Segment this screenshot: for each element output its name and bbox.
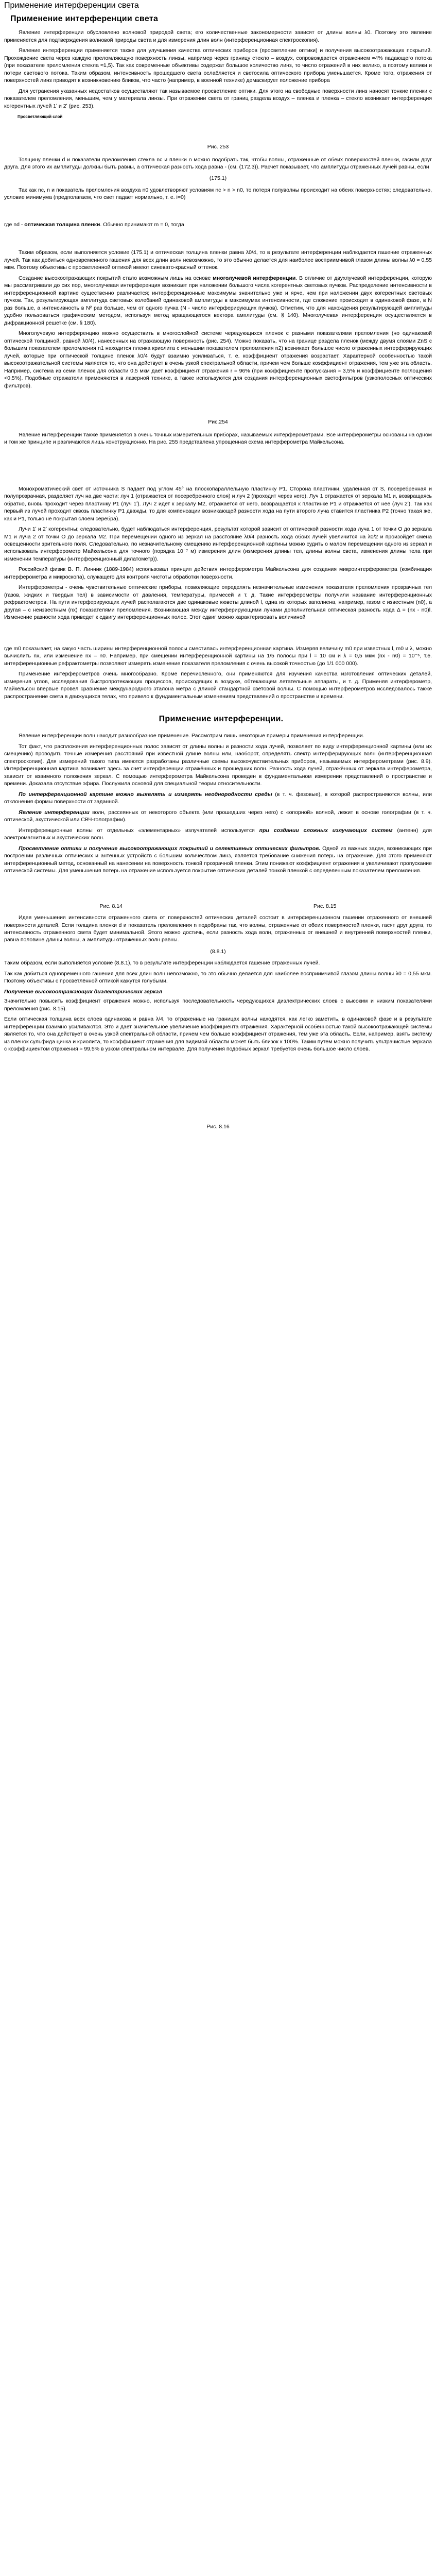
paragraph: Интерферометры - очень чувствительные оптические приборы, позволяющие определять незначительные изменения показателя преломления прозрачных тел (газов, жидких и твердых тел) в зависимости от давления, температуры, примесей и т. д. Такие интерферометры получили название интерференционных рефрактометров. На пути интерферирующих лучей располагаются две одинаковые кюветы длиной l, одна из которых заполнена, например, газом с известным (n0), а другая – с неизвестным (nx) показателями преломления. Возникающая между интерферирующими лучами дополнительная оптическая разность хода Δ = (nx - n0)l. Изменение разности хода приведет к сдвигу интерференционных полос. Этот сдвиг можно характеризовать величиной — [4, 584, 432, 621]
paragraph: Значительно повысить коэффициент отражения можно, используя последовательность чередующихся диэлектрических слоев с высоким и низким показателями преломления (рис. 8.15). — [4, 998, 432, 1012]
paragraph: Многолучевую интерференцию можно осуществить в многослойной системе чередующихся пленок с разными показателями преломления (но одинаковой оптической толщиной, равной λ0/4), нанесенных на отражающую поверхность (рис. 254). Можно показать, что на границе раздела пленок (между двумя слоями ZnS с большим показателем преломления n1 находится пленка криолита с меньшим показателем преломления n2) возникает большое число отраженных интерферирующих лучей, которые при оптической толщине пленок λ0/4 будут взаимно усиливаться, т. е. коэффициент отражения возрастает. Характерной особенностью такой высокоотражательной системы является то, что она действует в очень узкой спектральной области, причем чем больше коэффициент отражения, тем уже эта область. Например, система из семи пленок для области 0,5 мкм дает коэффициент отражения r ≈ 96% (при коэффициенте пропускания ≈ 3,5% и коэффициенте поглощения <0,5%). Подобные отражатели применяются в лазерной технике, а также используются для создания интерференционных светофильтров (узкополосных оптических фильтров). — [4, 330, 432, 389]
paragraph: Идея уменьшения интенсивности отраженного света от поверхностей оптических деталей состоит в интерференционном гашении отраженного от внешней поверхности деталей. Если толщина пленки d и показатель преломления n подобраны так, что волны, отраженные от обеих поверхностей пленки, гасят друг друга, то интенсивность отраженного света будет минимальной. Этого можно достичь, если разность хода волн, отраженных от внешней и внутренней поверхностей пленки, равна половине длины волны, а амплитуды отраженных волн равны. — [4, 914, 432, 943]
paragraph: Применение интерферометров очень многообразно. Кроме перечисленного, они применяются для изучения качества изготовления оптических деталей, измерения углов, исследования быстропротекающих процессов, происходящих в воздухе, обтекающем летательные аппараты, и т. д. Применяя интерферометр, Майкельсон впервые провел сравнение международного эталона метра с длиной стандартной световой волны. С помощью интерферометров исследовалось также распространение света в движущихся телах, что привело к фундаментальным изменениям представлений о пространстве и времени. — [4, 671, 432, 700]
paragraph: Толщину пленки d и показатели преломления стекла nс и пленки n можно подобрать так, чтобы волны, отраженные от обеих поверхностей пленки, гасили друг друга. Для этого их амплитуды должны быть равны, а оптическая разность хода равна - (см. (172.3)). Расчет показывает, что амплитуды отраженных лучей равны, если — [4, 156, 432, 170]
paragraph — [4, 809, 432, 824]
figure-image-placeholder — [4, 1056, 432, 1118]
paragraph: Явление интерференции волн находит разнообразное применение. Рассмотрим лишь некоторые примеры применения интерференции. — [19, 733, 364, 739]
text-span: Создание высокоотражающих покрытий стало возможным лишь на основе — [19, 275, 213, 281]
document-page — [0, 0, 436, 1138]
figure-captions-row — [4, 903, 432, 910]
bold-italic-term: при создании сложных излучающих систем — [259, 827, 393, 834]
figure-caption: Рис. 8.16 — [206, 1123, 230, 1130]
paragraph — [4, 827, 432, 842]
text-span: (антенн) для электромагнитных и акустических волн. — [4, 827, 432, 841]
paragraph: Тот факт, что распложения интерференционных полос зависят от длины волны и разности хода лучей, позволяет по виду интерференционной картины (или их смещению) проводить точные измерения расстояний при известной длине волны или, наоборот, определять спектр интерферирующих волн (интерференционная спектроскопия). Для измерений такого типа имеются разработаны различные схемы высокочувствительных приборов, называемых интерферометрами (рис. 8.9). Интерференционная картина возникает здесь за счет интерференции отражённых и прошедших волн. Разность хода лучей, отражённых от зеркала интерферометра, зависит от взаимного положения зеркал. С помощью интерферометра Майкельсона проведен в фундаментальном измерении представлений о пространстве и времени. Доказала отсутствие эфира. Послужила основой для специальной теории относительности. — [4, 743, 432, 787]
paragraph: Таким образом, если выполняется условие (8.8.1), то в результате интерференции наблюдается гашение отраженных лучей. — [4, 960, 320, 967]
figure-caption: Рис. 8.14 — [99, 903, 123, 909]
paragraph: Так как добиться одновременного гашения для всех длин волн невозможно, то это обычно делается для наиболее восприимчивой глазом длины волны λ0 = 0,55 мкм. Поэтому объективы с просветлённой оптикой кажутся голубыми. — [4, 970, 432, 985]
figure-image-placeholder — [4, 449, 432, 485]
text-span: волн, рассеянных от некоторого объекта (или прошедших через него) с «опорной» волной, лежит в основе голографии (в т. ч. оптической, акустической или СВЧ-голографии). — [4, 809, 432, 823]
equation-placeholder — [4, 205, 432, 219]
bold-italic-term: Явление интерференции — [19, 809, 90, 816]
paragraph: Российский физик В. П. Линник (1889-1984) использовал принцип действия интерферометра Майкельсона для создания микроинтерферометра (комбинация интерферометра и микроскопа), служащего для контроля чистоты обработки поверхности. — [4, 566, 432, 580]
paragraph — [4, 791, 432, 806]
bold-italic-term: Просветление оптики и получение высокоотражающих покрытий и селективных оптических фильтров. — [19, 845, 321, 852]
text-span: где nd - — [4, 221, 25, 228]
paragraph: Для устранения указанных недостатков осуществляют так называемое просветление оптики. Для этого на свободные поверхности линз наносят тонкие пленки с показателем преломления, меньшим, чем у материала линзы. При отражении света от границ раздела воздух – пленка и пленка – стекло возникает интерференция когерентных лучей 1ʹ и 2ʹ (рис. 253). — [4, 88, 432, 109]
paragraph: Явление интерференции также применяется в очень точных измерительных приборах, называемых интерферометрами. Все интерферометры основаны на одном и том же принципе и различаются лишь конструкционно. На рис. 255 представлена упрощенная схема интерферометра Майкельсона. — [4, 431, 432, 446]
paragraph: Явление интерференции применяется также для улучшения качества оптических приборов (просветление оптики) и получения высокоотражающих покрытий. Прохождение света через каждую преломляющую поверхность линзы, например через границу стекло – воздух, сопровождается отражением ≈4% падающего потока (при показателе преломления стекла ≈1,5). Так как современные объективы содержат большое количество линз, то число отражений в них велико, а поэтому велики и потери светового потока. Таким образом, интенсивность прошедшего света ослабляется и светосила оптического прибора уменьшается. Кроме того, отражения от поверхностей линз приводят к возникновению бликов, что часто (например, в военной технике) демаскирует положение прибора — [4, 47, 432, 84]
paragraph: Явление интерференции обусловлено волновой природой света; его количественные закономерности зависят от длины волны λ0. Поэтому это явление применяется для подтверждения волновой природы света и для измерения длин волн (интерференционная спектроскопия). — [4, 29, 432, 43]
sub-heading: Получение высокоотражающих диэлектрических зеркал — [4, 988, 163, 995]
bold-term: многолучевой интерференции — [213, 275, 296, 281]
figure-caption: Рис. 8.15 — [313, 903, 337, 909]
figure-label: Просветляющий слой — [18, 114, 63, 119]
text-span: . В отличие от двухлучевой интерференции, которую мы рассматривали до сих пор, многолучевая интерференция возникает при наложении большого числа когерентных световых пучков. Распределение интенсивности в интерференционной картине существенно различается; интерференционные максимумы значительно уже и ярче, чем при наложении двух когерентных световых пучков. Так, результирующая амплитуда световых колебаний одинаковой амплитуды в максимумах интенсивности, где сложение происходит в одинаковой фазе, в N раз больше, а интенсивность в N² раз больше, чем от одного пучка (N - число интерферирующих пучков). Отметим, что для нахождения результирующей амплитуды удобно пользоваться графическим методом, используя метод вращающегося вектора амплитуды (см. § 140). Многолучевая интерференция осуществляется в дифракционной решетке (см. § 180). — [4, 275, 432, 326]
figure-image-placeholder — [4, 120, 432, 138]
section-title: Применение интерференции света — [10, 14, 159, 24]
equation-number: (175.1) — [209, 175, 227, 182]
text-span: Одной из важных задач, возникающих при построении различных оптических и антенных устройств с большим количеством линз, является требование снижения потерь на отражение. Для этого применяют интерференционный метод, основанный на нанесении на поверхность тонкой прозрачной пленки. Этим понижают коэффициент отражения и увеличивают пропускание оптической системы. Для уменьшения потерь на отражение используется покрытие оптических деталей тонкой пленкой с определенным показателем преломления. — [4, 845, 432, 874]
text-span: (в т. ч. фазовые), в которой распространяются волны, или отклонения формы поверхности от заданной. — [4, 791, 432, 805]
bold-italic-term: По интерференционной картине можно выявлять и измерять неоднородности среды — [19, 791, 272, 798]
paragraph: Монохроматический свет от источника S падает под углом 45° на плоскопараллельную пластинку P1. Сторона пластинки, удаленная от S, посеребренная и полупрозрачная, разделяет луч на две части: луч 1 (отражается от посеребренного слоя) и луч 2 (проходит через него). Луч 1 отражается от зеркала M1 и, возвращаясь обратно, вновь проходит через пластинку P1 (луч 1ʹ). Луч 2 идет к зеркалу M2, отражается от него, возвращается к пластинке P1 и отражается от нее (луч 2ʹ). Так как первый из лучей проходит сквозь пластинку P1 дважды, то для компенсации возникающей разности хода на пути второго луча ставится пластинка P2 (точно такая же, как и P1, только не покрытая слоем серебра). — [4, 485, 432, 522]
equation-number: (8.8.1) — [210, 948, 226, 955]
bold-term: оптическая толщина пленки — [24, 221, 100, 228]
figure-image-placeholder — [4, 393, 432, 413]
paragraph: где m0 показывает, на какую часть ширины интерференционной полосы сместилась интерференционная картина. Измеряя величину m0 при известных l, m0 и λ, можно вычислить nx, или изменение nx – n0. Например, при смещении интерференционной картины на 1/5 полосы при l = 10 см и λ = 0,5 мкм (nx - n0) = 10⁻⁶, т.е. интерференционные рефрактометры позволяют измерять изменение показателя преломления с очень высокой точностью (до 1/1 000 000). — [4, 645, 432, 667]
document-heading: Применение интерференции света — [4, 1, 139, 10]
figure-253 — [4, 114, 432, 151]
paragraph — [4, 275, 432, 327]
paragraph: Лучи 1ʹ и 2ʹ когерентны; следовательно, будет наблюдаться интерференция, результат которой зависит от оптической разности хода луча 1 от точки O до зеркала M1 и луча 2 от точки O до зеркала M2. При перемещении одного из зеркал на расстояние λ0/4 разность хода обоих лучей увеличится на λ0/2 и произойдет смена освещенности зрительного поля. Следовательно, по незначительному смещению интерференционной картины можно судить о малом перемещении одного из зеркал и использовать интерферометр Майкельсона для точного (порядка 10⁻⁷ м) измерения длин (измерения длины тел, длины волны света, изменения длины тела при изменении температуры (интерференционный дилатометр)). — [4, 526, 432, 562]
equation-placeholder — [4, 624, 432, 645]
figure-caption: Рис. 253 — [207, 144, 229, 150]
paragraph: Таким образом, если выполняется условие (175.1) и оптическая толщина пленки равна λ0/4, то в результате интерференции наблюдается гашение отраженных лучей. Так как добиться одновременного гашения для всех длин волн невозможно, то это обычно делается для наиболее восприимчивой глазом длины волны λ0 ≈ 0,55 мкм. Поэтому объективы с просветленной оптикой имеют синевато-красный оттенок. — [4, 249, 432, 271]
paragraph — [4, 221, 432, 228]
figure-image-placeholder — [4, 878, 432, 899]
paragraph — [4, 845, 432, 875]
text-span: Интерференционные волны от отдельных «элементарных» излучателей используется — [19, 827, 259, 834]
paragraph: Если оптическая толщина всех слоев одинакова и равна λ/4, то отраженные на границах волны находятся, как легко заметить, в одинаковой фазе и в результате интерференции взаимно усиливаются. Это и дает значительное увеличение коэффициента отражения. Характерной особенностью такой высокоотражающей системы является то, что она действует в очень узкой спектральной области, причем чем больше коэффициент отражения, тем уже эта область. Если, например, взять систему из пленок сульфида цинка и криолита, то коэффициент отражения для видимой области может быть близок к 100%. Таким путем можно получить ультрачистые зеркала с коэффициентом отражения ≈ 99,5% в узком спектральном интервале. Для получения подобных зеркал требуется очень большое число слоев. — [4, 1016, 432, 1053]
text-span: . Обычно принимают m = 0, тогда — [100, 221, 184, 228]
paragraph: Так как nс, n и показатель преломления воздуха n0 удовлетворяют условиям nс > n > n0, то потеря полуволны происходит на обеих поверхностях; следовательно, условие минимума (предполагаем, что свет падает нормально, т. е. i=0) — [4, 187, 432, 201]
equation-placeholder — [4, 233, 432, 249]
section-title: Применение интерференции. — [159, 715, 284, 724]
figure-caption: Рис.254 — [208, 419, 228, 426]
